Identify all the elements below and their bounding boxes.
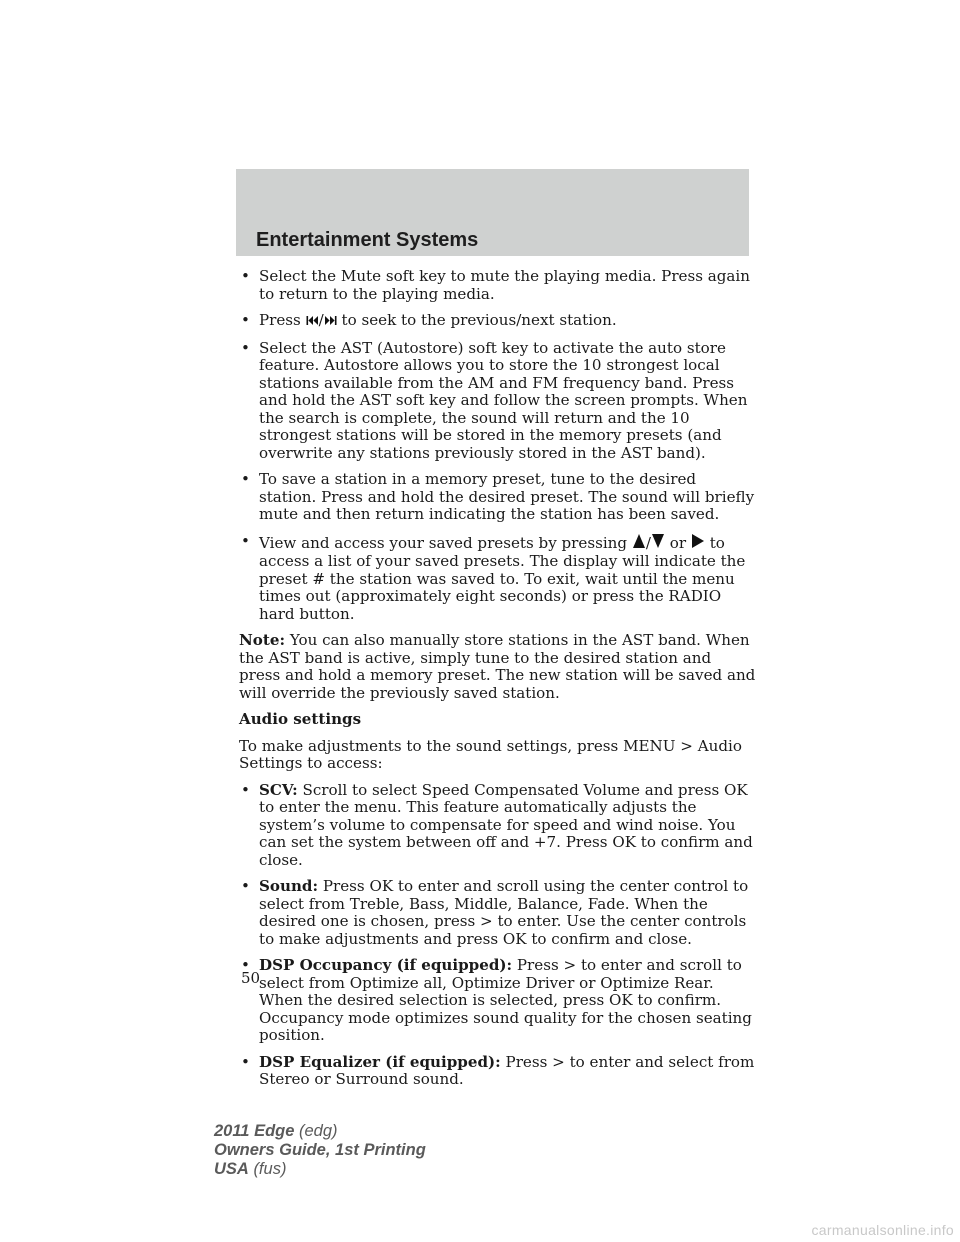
seek-previous-icon xyxy=(306,313,319,331)
watermark-link[interactable]: carmanualsonline.info xyxy=(811,1222,954,1238)
bullet-ast-text: Select the AST (Autostore) soft key to activate the auto store feature. Autostore allows you to store the 10 strongest local stations available from the AM and FM frequency band. Press and hold the AST soft key and follow the screen prompts. When the search is complete, the sound will return and the 10 strongest stations will be stored in the memory presets (and overwrite any stations previously stored in the AST band). xyxy=(259,338,748,462)
bullet-sound xyxy=(241,878,757,948)
scv-text: Scroll to select Speed Compensated Volume and press OK to enter the menu. This feature automatically adjusts the system’s volume to compensate for speed and wind noise. You can set the system between off and +7. Press OK to confirm and close. xyxy=(259,780,753,869)
bullet-save-text: To save a station in a memory preset, tune to the desired station. Press and hold the desired preset. The sound will briefly mute and then return indicating the station has been saved. xyxy=(259,470,755,523)
footer-model-code: (edg) xyxy=(299,1122,338,1140)
bullet-dot: • xyxy=(241,470,250,488)
bullet-dsp-occupancy xyxy=(241,957,757,1045)
footer-line-model xyxy=(214,1122,426,1141)
view-rest: access a list of your saved presets. The display will indicate the preset # the station was saved to. To exit, wait until the menu times out (approximately eight seconds) or press the RADIO hard button. xyxy=(259,552,746,623)
bullet-scv xyxy=(241,782,757,870)
seek-separator: / xyxy=(318,311,324,329)
bullet-dot: • xyxy=(241,877,250,895)
footer-line-guide: Owners Guide, 1st Printing xyxy=(214,1141,426,1159)
page-content xyxy=(241,268,757,1098)
dsp-equalizer-label: DSP Equalizer (if equipped): xyxy=(259,1052,501,1071)
view-prefix: View and access your saved presets by pressing xyxy=(259,533,628,552)
bullet-seek xyxy=(241,312,757,331)
audio-settings-heading: Audio settings xyxy=(239,710,362,728)
dsp-occupancy-label: DSP Occupancy (if equipped): xyxy=(259,956,513,974)
footer-model: 2011 Edge xyxy=(214,1122,295,1140)
bullet-view-presets xyxy=(241,533,757,624)
arrow-down-icon xyxy=(651,533,665,554)
section-header-band xyxy=(236,169,749,256)
arrow-right-icon xyxy=(691,533,705,554)
view-or: or xyxy=(669,533,687,552)
note-label: Note: xyxy=(239,631,286,649)
seek-suffix: to seek to the previous/next station. xyxy=(341,311,617,329)
footer-market-code: (fus) xyxy=(253,1160,287,1178)
bullet-dot: • xyxy=(241,311,250,329)
footer-market: USA xyxy=(214,1160,249,1178)
scv-label: SCV: xyxy=(259,780,298,799)
view-to: to xyxy=(709,533,725,552)
audio-settings-intro: To make adjustments to the sound settings, press MENU > Audio Settings to access: xyxy=(239,736,742,772)
sound-label: Sound: xyxy=(259,877,319,895)
bullet-dot: • xyxy=(241,956,250,974)
bullet-mute xyxy=(241,268,757,303)
page-number: 50 xyxy=(241,969,261,987)
seek-prefix: Press xyxy=(259,311,301,329)
bullet-dot: • xyxy=(241,267,250,285)
note-text: You can also manually store stations in the AST band. When the AST band is active, simply tune to the desired station and press and hold a memory preset. The new station will be saved and will override the previously saved station. xyxy=(239,631,756,702)
footer-line-market xyxy=(214,1160,426,1179)
bullet-dsp-equalizer xyxy=(241,1054,757,1089)
section-title: Entertainment Systems xyxy=(256,229,479,251)
bullet-save-preset xyxy=(241,471,757,524)
bullet-dot: • xyxy=(241,531,250,550)
print-footer xyxy=(214,1122,426,1179)
bullet-dot: • xyxy=(241,1052,250,1071)
seek-next-icon xyxy=(324,313,337,331)
sound-text: Press OK to enter and scroll using the center control to select from Treble, Bass, Middle, Balance, Fade. When the desired one is chosen, press > to enter. Use the center controls to make adjustments and press OK to confirm and close. xyxy=(259,877,749,948)
bullet-dot: • xyxy=(241,338,250,357)
note-paragraph xyxy=(239,632,757,702)
bullet-mute-text: Select the Mute soft key to mute the playing media. Press again to return to the playing media. xyxy=(259,267,750,303)
arrow-up-icon xyxy=(632,533,646,554)
dsp-occupancy-text: Press > to enter and scroll to select from Optimize all, Optimize Driver or Optimize Rear. When the desired selection is selected, press OK to confirm. Occupancy mode optimizes sound quality for the chosen seating position. xyxy=(259,956,752,1044)
view-separator: / xyxy=(645,533,651,552)
bullet-dot: • xyxy=(241,780,250,799)
bullet-ast xyxy=(241,340,757,463)
dsp-equalizer-text: Press > to enter and select from Stereo or Surround sound. xyxy=(259,1052,755,1088)
